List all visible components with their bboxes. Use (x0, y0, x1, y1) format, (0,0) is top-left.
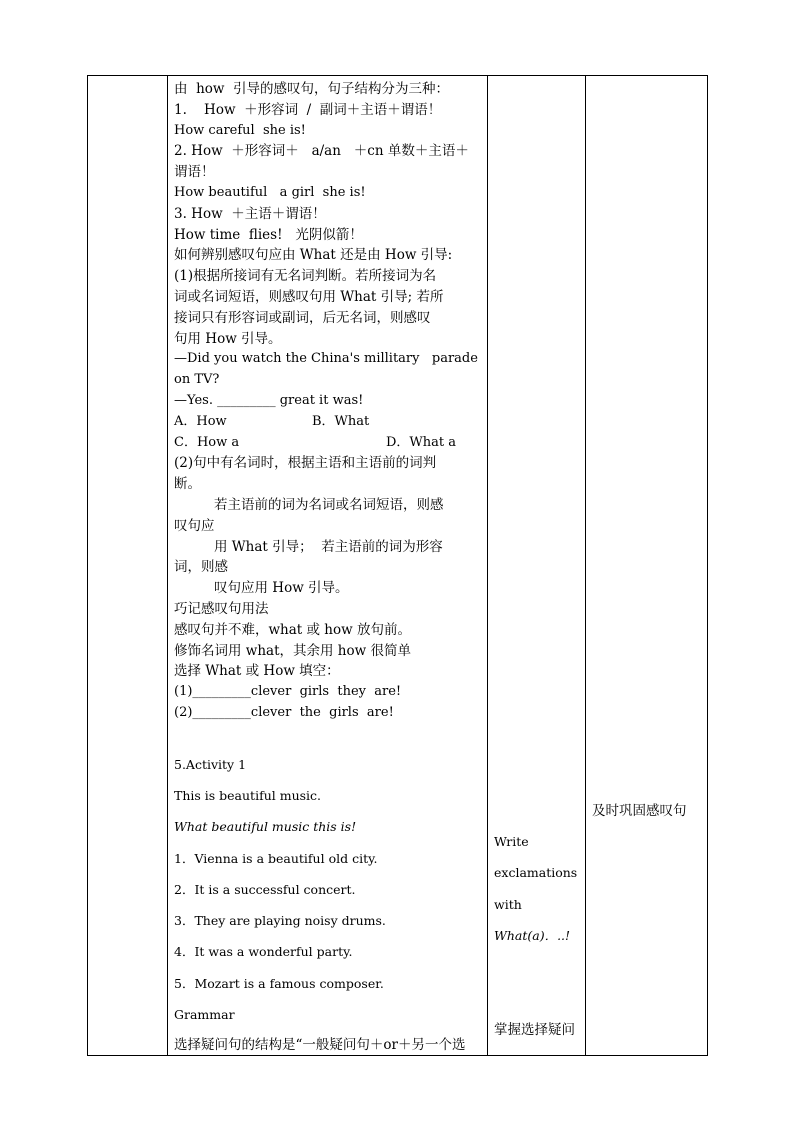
question-line: —Did you watch the China's millitary parade (174, 351, 478, 367)
purpose-text: 及时巩固感叹句 (592, 803, 687, 819)
rule-2-line: 词，则感 (174, 559, 228, 576)
pattern-2-cont: 谓语！ (174, 164, 215, 181)
content-cell (168, 76, 488, 1056)
activity-item: 4．It was a wonderful party. (174, 944, 353, 960)
activity-item: 5．Mozart is a famous composer. (174, 975, 384, 991)
example-3: How time flies! 光阴似箭！ (174, 226, 363, 243)
example-1: How careful she is! (174, 122, 306, 138)
option-c: C．How a (174, 434, 240, 450)
distinguish-line: 词或名词短语，则感叹句用 What 引导; 若所 (174, 288, 444, 305)
fill-blank-1: (1)_________clever girls they are! (174, 684, 402, 700)
grammar-line: 选择疑问句的结构是“一般疑问句＋or＋另一个选 (174, 1037, 466, 1054)
objective-line: What(a)．..! (494, 927, 571, 943)
options-row-2 (174, 433, 482, 454)
table-row (88, 76, 708, 1056)
teaching-content (168, 76, 487, 1055)
lesson-table (87, 75, 708, 1056)
activity-item: 3．They are playing noisy drums. (174, 913, 386, 929)
objective-line: with (494, 896, 522, 912)
distinguish-line: 接词只有形容词或副词，后无名词，则感叹 (174, 309, 431, 326)
activity-sample-answer: What beautiful music this is! (174, 819, 357, 835)
spacer (174, 724, 482, 744)
purpose-cell (586, 76, 708, 1056)
rule-2-line: 断。 (174, 476, 201, 493)
fill-blank-2: (2)_________clever the girls are! (174, 704, 394, 720)
objective-cell (488, 76, 586, 1056)
mnemonic-line: 修饰名词用 what，其余用 how 很简单 (174, 642, 411, 659)
distinguish-line: (1)根据所接词有无名词判断。若所接词为名 (174, 268, 437, 285)
pattern-2: 2. How ＋形容词＋ a/an ＋cn 单数＋主语＋ (174, 143, 469, 160)
question-line: on TV? (174, 372, 220, 388)
activity-item: 1．Vienna is a beautiful old city. (174, 850, 378, 866)
objective-line: Write (494, 834, 529, 849)
intro-line: 由 how 引导的感叹句，句子结构分为三种： (174, 81, 450, 97)
option-d: D．What a (386, 434, 457, 450)
example-2: How beautiful a girl she is! (174, 184, 366, 200)
activity-section (174, 749, 482, 1055)
rule-2-line: 用 What 引导； 若主语前的词为形容 (214, 538, 443, 555)
rule-2-line: 叹句应 (174, 517, 215, 534)
objective-line: exclamations (494, 865, 578, 881)
stage-cell (88, 76, 168, 1056)
option-b: B．What (312, 413, 370, 429)
mnemonic-line: 选择 What 或 How 填空： (174, 663, 340, 680)
mnemonic-line: 感叹句并不难，what 或 how 放句前。 (174, 621, 411, 638)
rule-2-line: (2)句中有名词时，根据主语和主语前的词判 (174, 455, 437, 472)
mnemonic-title: 巧记感叹句用法 (174, 600, 269, 617)
activity-heading: 5.Activity 1 (174, 756, 247, 772)
writing-objective (494, 826, 577, 951)
distinguish-title: 如何辨别感叹句应由 What 还是由 How 引导: (174, 247, 453, 264)
grammar-objective: 掌握选择疑问 (494, 1022, 575, 1038)
purpose-content (586, 76, 707, 1052)
question-answer-line: —Yes. _________ great it was! (174, 392, 364, 408)
rule-2-line: 若主语前的词为名词或名词短语，则感 (214, 496, 444, 513)
rule-2-line: 叹句应用 How 引导。 (214, 580, 349, 597)
option-a: A．How (174, 413, 227, 429)
distinguish-line: 句用 How 引导。 (174, 330, 282, 347)
pattern-1: 1. How ＋形容词 / 副词＋主语＋谓语！ (174, 101, 442, 118)
objective-content (488, 76, 585, 1052)
activity-sample: This is beautiful music. (174, 788, 322, 803)
grammar-heading: Grammar (174, 1007, 235, 1023)
activity-item: 2．It is a successful concert. (174, 881, 356, 897)
options-row-1 (174, 412, 482, 433)
pattern-3: 3. How ＋主语＋谓语！ (174, 205, 326, 222)
